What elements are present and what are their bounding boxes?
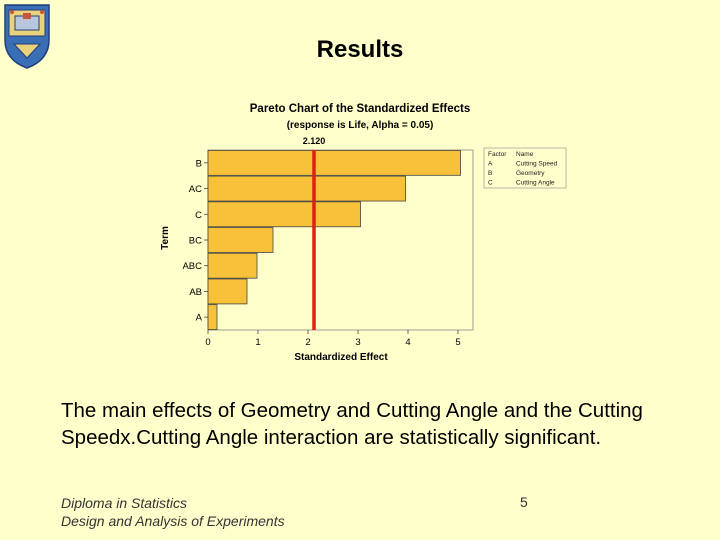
x-tick-label-5: 5 (455, 337, 461, 348)
pareto-chart-svg (147, 90, 577, 365)
slide-title (0, 36, 720, 64)
bar-c (208, 202, 361, 227)
conclusion-text: The main effects of Geometry and Cutting Angle and the Cutting Speedx.Cutting Angle interaction are statistically significant. (61, 399, 643, 449)
y-tick-label-ab: AB (189, 286, 202, 298)
legend-name: Name (516, 151, 534, 158)
y-tick-label-b: B (195, 158, 202, 170)
y-tick-label-a: A (195, 312, 202, 324)
pareto-chart (147, 90, 577, 365)
bar-b (208, 150, 461, 175)
plot-area (182, 136, 473, 348)
chart-title: Pareto Chart of the Standardized Effects (249, 103, 471, 115)
x-tick-label-4: 4 (405, 337, 411, 348)
y-tick-label-abc: ABC (182, 261, 202, 273)
footer (61, 494, 285, 530)
bar-abc (208, 253, 257, 278)
legend-name: Cutting Angle (516, 179, 555, 187)
bar-bc (208, 228, 273, 253)
legend-factor: A (488, 160, 493, 168)
x-tick-label-0: 0 (205, 337, 211, 348)
bar-ab (208, 279, 247, 304)
footer-course: Diploma in Statistics (61, 495, 188, 511)
y-tick-label-bc: BC (188, 235, 202, 247)
legend-name: Geometry (516, 170, 545, 177)
legend-factor: C (488, 179, 493, 187)
chart-subtitle: (response is Life, Alpha = 0.05) (286, 120, 434, 131)
page-number: 5 (520, 494, 528, 510)
bar-a (208, 305, 217, 330)
legend-factor: B (488, 170, 493, 177)
y-tick-label-ac: AC (188, 184, 202, 196)
legend-factor: Factor (488, 151, 507, 158)
x-tick-label-2: 2 (305, 337, 311, 348)
footer-module: Design and Analysis of Experiments (61, 513, 285, 529)
x-tick-label-1: 1 (255, 337, 261, 348)
x-tick-label-3: 3 (355, 337, 361, 348)
slide-title-text: Results (316, 36, 404, 63)
factor-legend (484, 148, 566, 188)
x-axis-label: Standardized Effect (294, 352, 388, 363)
y-tick-label-c: C (195, 209, 202, 221)
legend-name: Cutting Speed (516, 160, 558, 168)
y-axis-label: Term (160, 226, 171, 250)
bar-ac (208, 176, 406, 201)
reference-line-label: 2.120 (302, 136, 326, 146)
